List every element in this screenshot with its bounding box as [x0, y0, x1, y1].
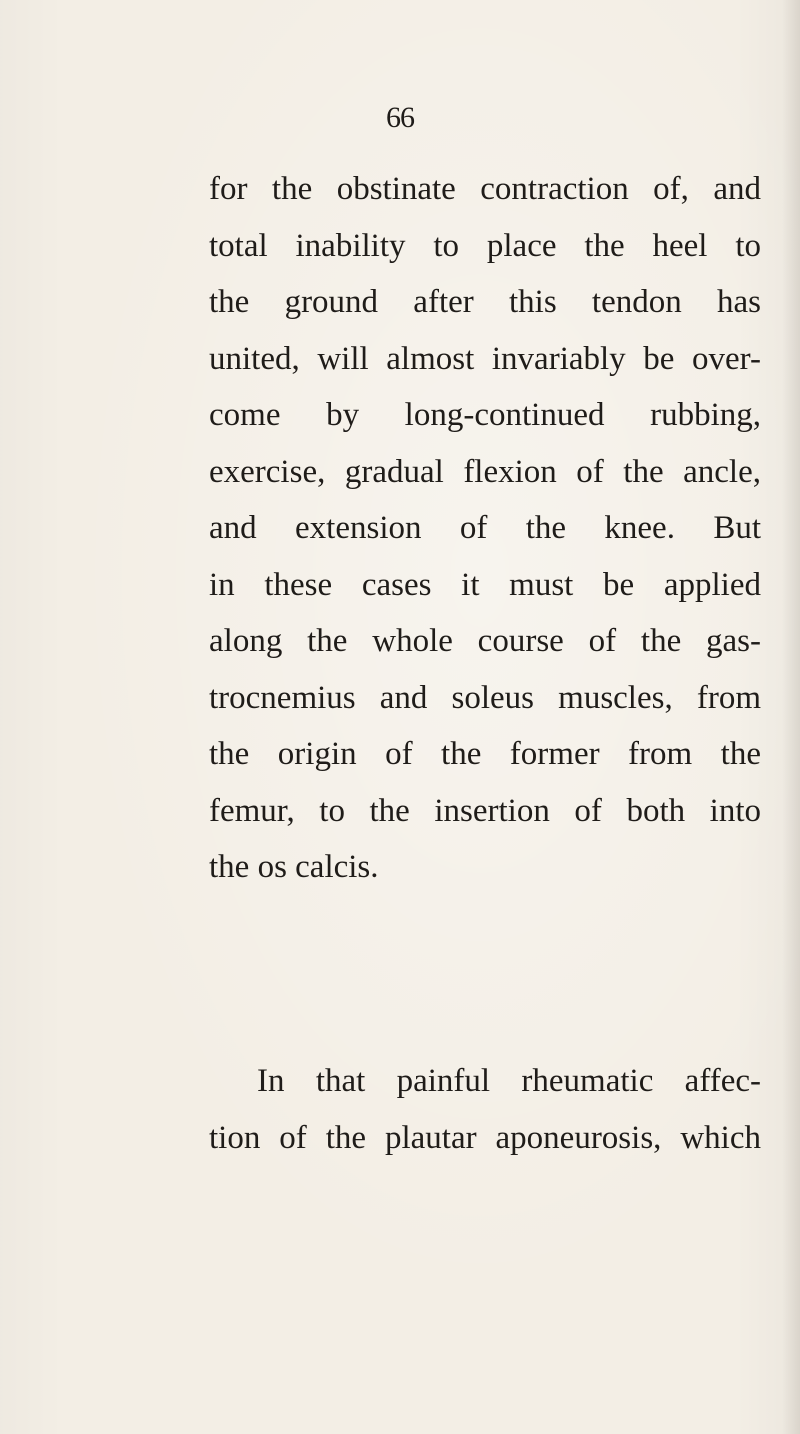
paragraph-2 — [209, 1053, 761, 1166]
paragraph-1 — [209, 161, 761, 896]
text-line: In that painful rheumatic affec- — [257, 1063, 761, 1099]
page-number: 66 — [386, 101, 414, 134]
text-line: the os calcis. — [209, 849, 379, 885]
text-line: and extension of the knee. But — [209, 510, 761, 546]
text-line: united, will almost invariably be over- — [209, 340, 761, 377]
page-edge-shadow — [782, 0, 800, 1434]
text-line: tion of the plautar aponeurosis, which — [209, 1119, 761, 1156]
text-line: exercise, gradual flexion of the ancle, — [209, 453, 761, 490]
text-line: the ground after this tendon has — [209, 284, 761, 320]
text-line: along the whole course of the gas- — [209, 623, 761, 659]
text-line: trocnemius and soleus muscles, from — [209, 679, 761, 716]
text-line: come by long-continued rubbing, — [209, 397, 761, 433]
text-line: in these cases it must be applied — [209, 566, 761, 603]
text-line: femur, to the insertion of both into — [209, 792, 761, 829]
text-line: total inability to place the heel to — [209, 227, 761, 264]
text-line: the origin of the former from the — [209, 736, 761, 772]
text-line: for the obstinate contraction of, and — [209, 171, 761, 207]
